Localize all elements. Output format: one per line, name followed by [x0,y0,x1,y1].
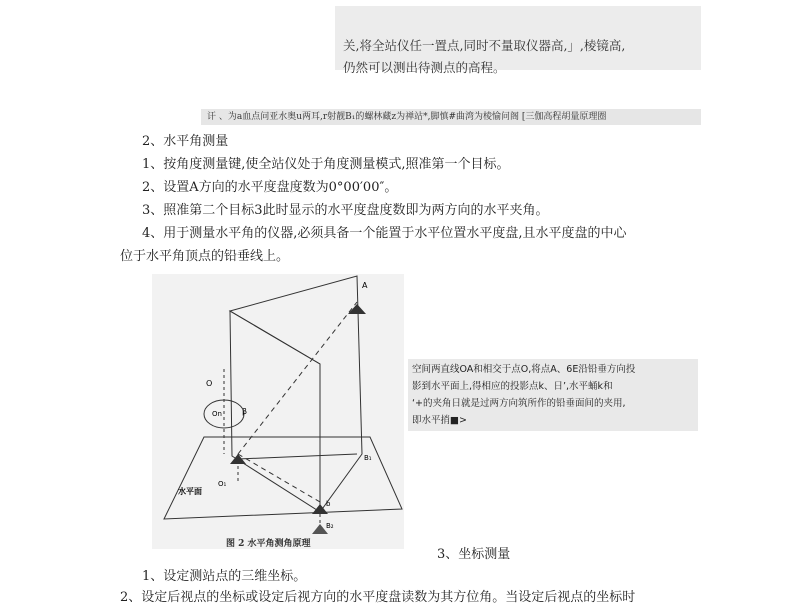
label-beta: β [242,407,248,416]
horizontal-step-4-cont: 位于水平角顶点的铅垂线上。 [120,249,290,264]
label-B2: B₂ [326,522,334,530]
label-b: b [326,500,331,508]
top-note-box [335,6,701,75]
section-heading-horizontal: 2、水平角测量 [142,134,229,149]
label-A: A [362,281,368,290]
projection-line [238,454,357,459]
horizontal-step-2: 2、设置A方向的水平度盘度数为0°00′00″。 [142,180,398,195]
sight-line-b [238,454,320,502]
horizontal-step-3: 3、照准第二个目标3此时显示的水平度盘度数即为两方向的水平夹角。 [142,203,549,218]
label-O1: O₁ [218,480,227,488]
side-note-box [408,359,698,431]
figure-caption-strip [201,109,701,125]
station-marker-a [348,304,366,314]
side-note-line-2: 影到水平面上,得相应的投影点k、日’,水平蛹k和 [412,381,613,392]
horizontal-step-1: 1、按角度测量键,使全站仪处于角度测量模式,照准第一个目标。 [142,157,510,172]
horizontal-step-4: 4、用于测量水平角的仪器,必须具备一个能置于水平位置水平度盘,且水平度盘的中心 [142,226,627,241]
label-O: O [206,379,213,388]
label-On: On [212,410,222,418]
top-note-line-1: 关,将全站仪任一置点,同时不量取仪器高,」,棱镜高, [343,38,626,53]
side-note-line-3: ‘+的夹角日就是过两方向筑所作的铅垂面间的夹用, [412,398,626,409]
sight-line-a [238,302,357,454]
figure-drawing [152,274,404,549]
label-plane: 水平面 [178,487,202,496]
top-note-line-2: 仍然可以测出待测点的高程。 [343,60,506,75]
section-heading-coord: 3、坐标测量 [437,547,511,562]
side-note-line-4: 即水平捎■> [412,415,467,426]
side-note-line-1: 空间两直线OA和相交于点O,将点A、6E沿铅垂方向投 [412,364,636,375]
horizontal-angle-figure [152,274,404,549]
coord-step-1: 1、设定测站点的三维坐标。 [142,569,307,584]
vertical-plane-right [230,276,362,512]
figure-caption: 图 2 水平角测角原理 [226,539,311,549]
coord-step-2: 2、设定后视点的坐标或设定后视方向的水平度盘读数为其方位角。当设定后视点的坐标时 [120,590,636,605]
horizontal-plane [164,437,402,519]
label-B1: B₁ [364,454,372,462]
caption-strip-text: 讦 、为a血点问亚水奥u两耳,r射靓B₁的螺林藏z为禅站*,脚慎#曲湾为棱愉问阁 [三伽高程胡量原理圈 [207,112,607,122]
